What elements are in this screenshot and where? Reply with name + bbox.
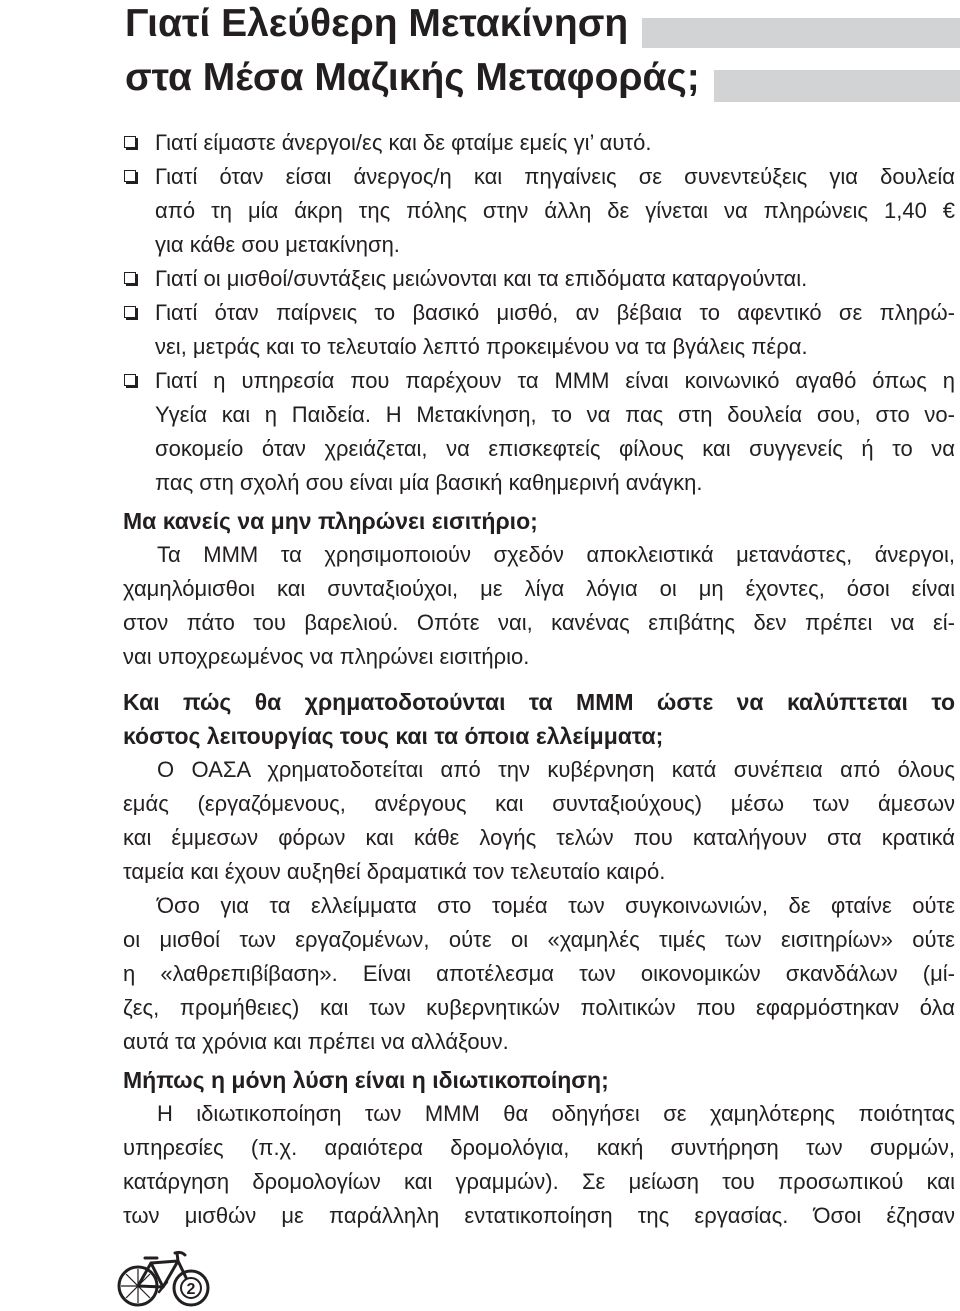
list-item-line: από τη μία άκρη της πόλης στην άλλη δε γίνεται να πληρώνεις 1,40 € <box>155 198 955 223</box>
list-item-line: πας στη σχολή σου είναι μία βασική καθημερινή ανάγκη. <box>155 470 703 495</box>
list-item <box>123 160 955 262</box>
bicycle-icon <box>115 1249 211 1309</box>
paragraph-line: στον πάτο του βαρελιού. Οπότε ναι, κανένας επιβάτης δεν πρέπει να εί- <box>123 610 955 635</box>
list-item-line: Γιατί η υπηρεσία που παρέχουν τα ΜΜΜ είναι κοινωνικό αγαθό όπως η <box>155 368 955 393</box>
paragraph-line: η «λαθρεπιβίβαση». Είναι αποτέλεσμα των οικονομικών σκανδάλων (μί- <box>123 961 955 986</box>
paragraph-line: ζες, προμήθειες) και των κυβερνητικών πολιτικών που εφαρμόστηκαν όλα <box>123 995 955 1020</box>
paragraph-line: αυτά τα χρόνια και πρέπει να αλλάξουν. <box>123 1029 509 1054</box>
section-heading-line: Και πώς θα χρηματοδοτούνται τα ΜΜΜ ώστε να καλύπτεται το <box>123 689 955 715</box>
paragraph-line: εμάς (εργαζόμενους, ανέργους και συνταξιούχους) μέσω των άμεσων <box>123 791 955 816</box>
list-item <box>123 126 955 160</box>
paragraph-line: οι μισθοί των εργαζομένων, ούτε οι «χαμηλές τιμές των εισιτηρίων» ούτε <box>123 927 955 952</box>
checkbox-bullet-icon <box>124 306 136 318</box>
paragraph <box>123 753 955 889</box>
bike-stem <box>177 1253 178 1261</box>
title-row-2 <box>0 52 960 102</box>
title-row-1 <box>0 0 960 48</box>
section-heading <box>123 1063 955 1097</box>
checkbox-bullet-icon <box>124 272 136 284</box>
section-heading-line: Μα κανείς να μην πληρώνει εισιτήριο; <box>123 508 538 534</box>
section-heading <box>123 504 955 538</box>
wheel-spokes <box>121 1269 155 1303</box>
paragraph-line: ταμεία και έχουν αυξηθεί δραματικά τον τελευταίο καιρό. <box>123 859 666 884</box>
paragraph-line: και έμμεσων φόρων και κάθε λογής τελών που καταλήγουν στα κρατικά <box>123 825 955 850</box>
paragraph-line: κατάργηση δρομολογίων και γραμμών). Σε μείωση του προσωπικού και <box>123 1169 955 1194</box>
page-title-line-2: στα Μέσα Μαζικής Μεταφοράς; <box>0 54 714 102</box>
list-item-line: Υγεία και η Παιδεία. Η Μετακίνηση, το να πας στη δουλεία σου, στο νο- <box>155 402 955 427</box>
section-heading-line: Μήπως η μόνη λύση είναι η ιδιωτικοποίηση; <box>123 1067 609 1093</box>
paragraph <box>123 1097 955 1233</box>
paragraph-line: των μισθών με παράλληλη εντατικοποίηση της εργασίας. Όσοι έζησαν <box>123 1203 955 1228</box>
list-item-line: νει, μετράς και το τελευταίο λεπτό προκειμένου να τα βγάλεις πέρα. <box>155 334 808 359</box>
list-item-line: Γιατί είμαστε άνεργοι/ες και δε φταίμε εμείς γι’ αυτό. <box>155 130 652 155</box>
paragraph <box>123 538 955 674</box>
list-item-line: Γιατί όταν παίρνεις το βασικό μισθό, αν βέβαια το αφεντικό σε πληρώ- <box>155 300 955 325</box>
section-heading <box>123 685 955 753</box>
list-item-line: Γιατί όταν είσαι άνεργος/η και πηγαίνεις σε συνεντεύξεις για δουλεία <box>155 164 955 189</box>
list-item <box>123 262 955 296</box>
paragraph-line: Η ιδιωτικοποίηση των ΜΜΜ θα οδηγήσει σε χαμηλότερης ποιότητας <box>157 1101 955 1126</box>
paragraph-line: υπηρεσίες (π.χ. αραιότερα δρομολόγια, κακή συντήρηση των συρμών, <box>123 1135 955 1160</box>
paragraph-line: χαμηλόμισθοι και συνταξιούχοι, με λίγα λόγια οι μη έχοντες, όσοι είναι <box>123 576 955 601</box>
title-decor-band <box>642 18 960 48</box>
title-decor-band <box>714 70 960 102</box>
list-item <box>123 296 955 364</box>
page-number: 2 <box>186 1281 196 1298</box>
page-title-line-1: Γιατί Ελεύθερη Μετακίνηση <box>0 0 642 48</box>
paragraph <box>123 889 955 1059</box>
paragraph-line: Τα ΜΜΜ τα χρησιμοποιούν σχεδόν αποκλειστικά μετανάστες, άνεργοι, <box>157 542 955 567</box>
paragraph-line: Ο ΟΑΣΑ χρηματοδοτείται από την κυβέρνηση κατά συνέπεια από όλους <box>157 757 955 782</box>
paragraph-line: ναι υποχρεωμένος να πληρώνει εισιτήριο. <box>123 644 530 669</box>
list-item-line: Γιατί οι μισθοί/συντάξεις μειώνονται και τα επιδόματα καταργούνται. <box>155 266 808 291</box>
section-heading-line: κόστος λειτουργίας τους και τα όποια ελλείμματα; <box>123 723 664 749</box>
checkbox-bullet-icon <box>124 136 136 148</box>
list-item <box>123 364 955 500</box>
reasons-list <box>123 126 955 500</box>
list-item-line: για κάθε σου μετακίνηση. <box>155 232 400 257</box>
checkbox-bullet-icon <box>124 170 136 182</box>
paragraph-line: Όσο για τα ελλείμματα στο τομέα των συγκοινωνιών, δε φταίνε ούτε <box>157 893 955 918</box>
list-item-line: σοκομείο όταν χρειάζεται, να επισκεφτείς φίλους και συγγενείς ή το να <box>155 436 955 461</box>
checkbox-bullet-icon <box>124 374 136 386</box>
